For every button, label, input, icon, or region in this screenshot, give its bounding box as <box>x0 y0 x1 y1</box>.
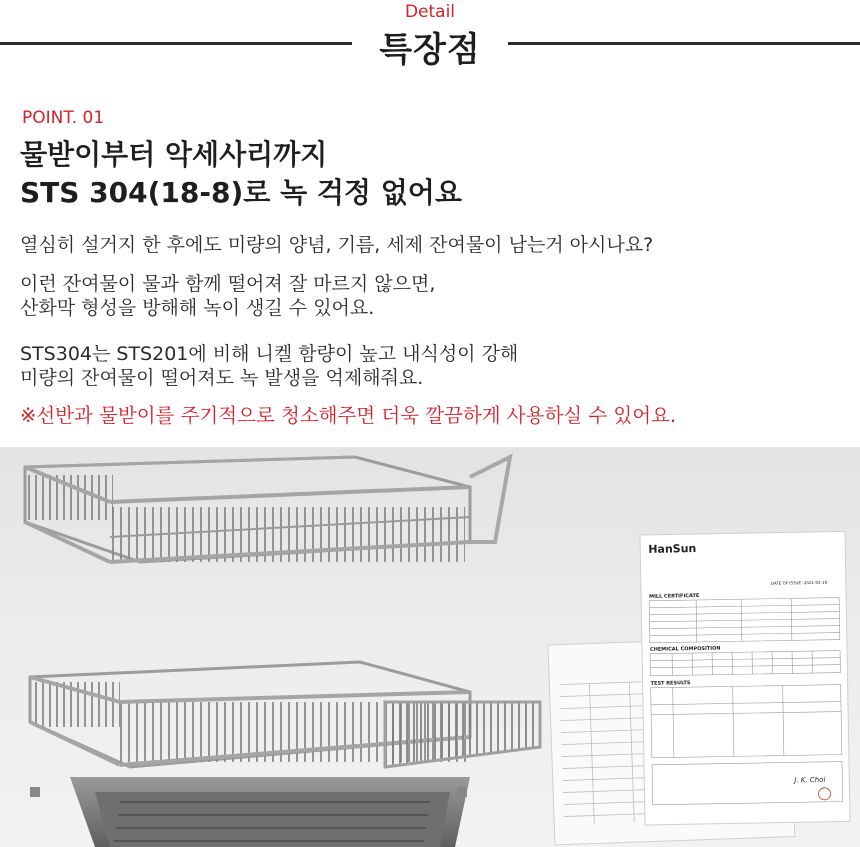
headline-line-1: 물받이부터 악세사리까지 <box>20 138 328 171</box>
mill-certificate <box>640 531 850 825</box>
paragraph-1: 열심히 설거지 한 후에도 미량의 양념, 기름, 세제 잔여물이 남는거 아시나요? <box>20 234 654 256</box>
title-row <box>0 22 860 70</box>
paragraph-3-line-2: 미량의 잔여물이 떨어져도 녹 발생을 억제해줘요. <box>20 367 424 389</box>
drip-tray <box>70 777 470 847</box>
paragraph-2-line-1: 이런 잔여물이 물과 함께 떨어져 잘 마르지 않으면, <box>20 273 436 295</box>
certificate-signature: J. K. Choi <box>794 775 826 785</box>
certificate-date-value: 2021-03-16 <box>803 579 828 586</box>
certificate-brand: HanSun <box>648 542 697 556</box>
paragraph-3-line-1: STS304는 STS201에 비해 니켈 함량이 높고 내식성이 강해 <box>20 343 519 365</box>
certificate-date-label: DATE OF ISSUE : <box>770 580 804 586</box>
page-title: 특장점 <box>379 30 481 70</box>
certificate-mill-heading: MILL CERTIFICATE <box>649 592 700 600</box>
utensil-basket <box>385 702 540 767</box>
rack-handle <box>470 457 510 542</box>
headline <box>20 136 462 212</box>
detail-header <box>0 0 860 80</box>
certificate-test-heading: TEST RESULTS <box>650 680 691 687</box>
cleaning-note: ※선반과 물받이를 주기적으로 청소해주면 더욱 깔끔하게 사용하실 수 있어요. <box>20 404 677 427</box>
upper-shelf <box>25 457 470 562</box>
paragraph-2-line-2: 산화막 형성을 방해해 녹이 생길 수 있어요. <box>20 297 375 319</box>
headline-line-2: STS 304(18-8)로 녹 걱정 없어요 <box>20 176 462 209</box>
point-label: POINT. 01 <box>22 108 105 128</box>
detail-label: Detail <box>404 2 456 22</box>
product-photo <box>0 447 860 847</box>
paragraph-3 <box>20 342 518 390</box>
paragraph-2 <box>20 272 435 320</box>
title-divider-right <box>508 42 860 45</box>
dish-rack-illustration <box>0 447 860 847</box>
certificate-chem-heading: CHEMICAL COMPOSITION <box>649 645 721 653</box>
